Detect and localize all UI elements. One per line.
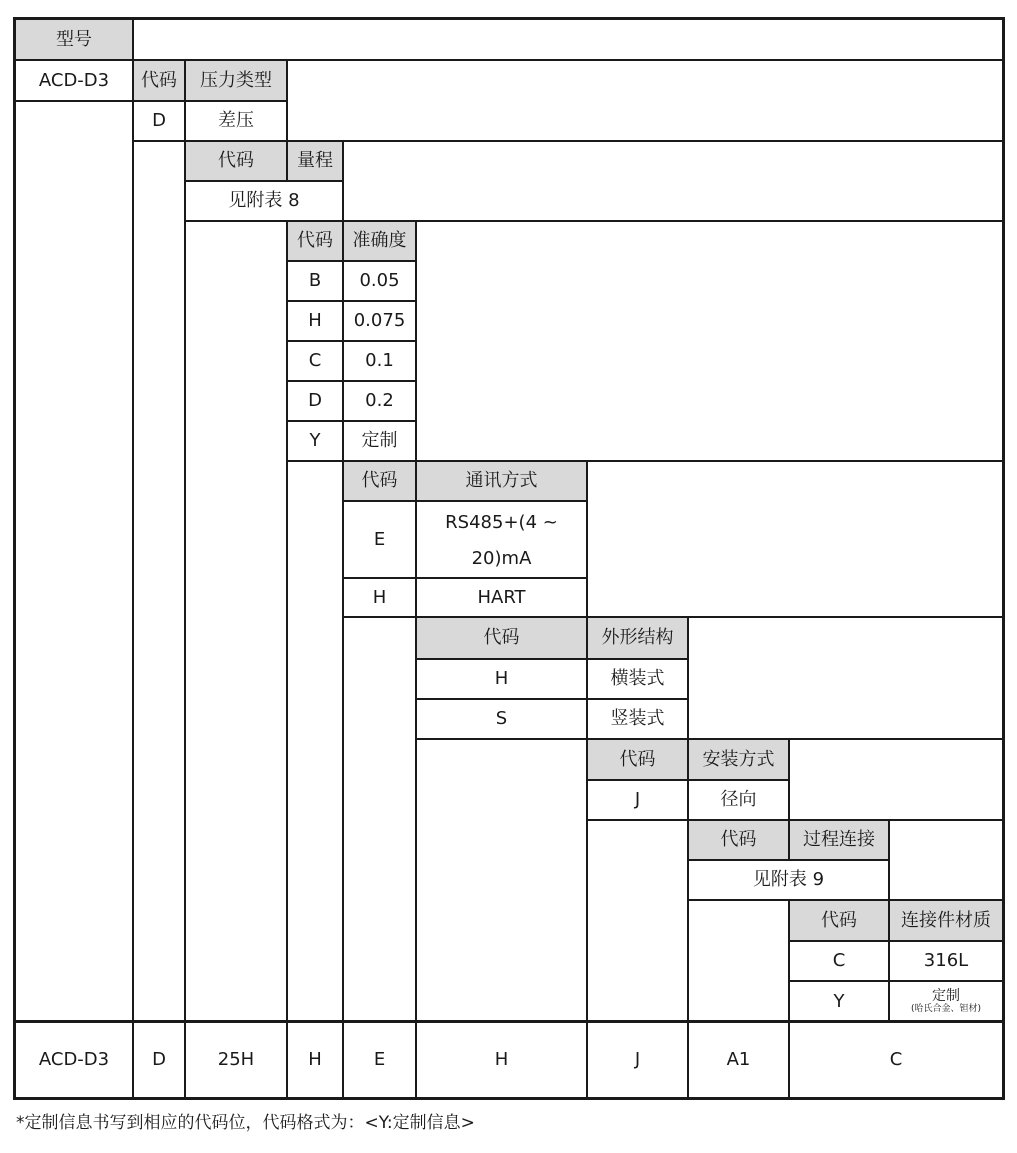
material-code-header: 代码 — [790, 901, 888, 940]
connection-header: 过程连接 — [790, 821, 888, 859]
grid-line — [415, 658, 689, 660]
example-range: 25H — [217, 1049, 255, 1071]
range-code-header: 代码 — [186, 142, 286, 180]
grid-line — [286, 380, 415, 382]
comm-code-e: E — [373, 528, 386, 550]
example-mounting: J — [634, 1049, 641, 1071]
mounting-value-radial: 径向 — [720, 789, 757, 811]
grid-line — [342, 577, 586, 579]
grid-line — [286, 220, 288, 1100]
pressure-value-diff: 差压 — [218, 110, 254, 132]
shape-code-header: 代码 — [417, 618, 586, 658]
accuracy-value-y: 定制 — [361, 430, 398, 452]
grid-line — [13, 1020, 1005, 1023]
grid-line — [286, 300, 415, 302]
grid-line — [788, 899, 790, 1100]
model-code: ACD-D3 — [38, 69, 110, 91]
accuracy-code-b: B — [308, 270, 322, 292]
pressure-type-header: 压力类型 — [186, 61, 286, 100]
comm-value-e — [417, 502, 586, 577]
connection-note: 见附表 9 — [752, 869, 825, 891]
material-code-y: Y — [833, 990, 845, 1012]
material-header: 连接件材质 — [890, 901, 1002, 940]
pressure-code-header: 代码 — [134, 61, 184, 100]
grid-line — [788, 980, 1005, 982]
grid-line — [788, 738, 790, 861]
accuracy-header: 准确度 — [344, 222, 415, 260]
shape-header: 外形结构 — [588, 618, 687, 658]
accuracy-code-h: H — [308, 310, 322, 332]
grid-line — [184, 140, 186, 1100]
grid-line — [342, 140, 344, 222]
grid-line — [687, 616, 689, 1100]
example-model: ACD-D3 — [38, 1049, 110, 1071]
material-value-custom-main: 定制 — [932, 988, 960, 1005]
pressure-code-d: D — [152, 110, 166, 132]
accuracy-value-c: 0.1 — [365, 350, 394, 372]
grid-line — [132, 140, 1005, 142]
grid-line — [286, 260, 415, 262]
example-accuracy: H — [308, 1049, 322, 1071]
footnote: *定制信息书写到相应的代码位，代码格式为：<Y:定制信息> — [16, 1113, 475, 1133]
grid-line — [13, 59, 1005, 61]
accuracy-code-header: 代码 — [288, 222, 342, 260]
shape-code-h: H — [494, 668, 509, 690]
example-material: C — [889, 1049, 903, 1071]
grid-line — [286, 460, 1005, 462]
comm-code-header: 代码 — [344, 462, 415, 500]
grid-line — [342, 500, 586, 502]
grid-line — [286, 59, 288, 142]
material-value-custom-sub: (哈氏合金、钽材) — [910, 1004, 982, 1015]
comm-value-e-line2: 20)mA — [471, 547, 532, 569]
grid-line — [415, 220, 417, 1100]
comm-code-h: H — [372, 586, 387, 608]
mounting-code-header: 代码 — [588, 740, 687, 779]
shape-value-vertical: 竖装式 — [610, 708, 665, 730]
grid-line — [286, 140, 288, 182]
accuracy-value-h: 0.075 — [353, 310, 406, 332]
material-value-316l: 316L — [923, 950, 969, 972]
example-shape: H — [494, 1049, 509, 1071]
shape-value-horizontal: 横装式 — [610, 668, 665, 690]
comm-header: 通讯方式 — [417, 462, 586, 500]
example-connection: A1 — [726, 1049, 751, 1071]
example-communication: E — [373, 1049, 386, 1071]
accuracy-value-b: 0.05 — [359, 270, 400, 292]
shape-code-s: S — [495, 708, 508, 730]
grid-line — [286, 420, 415, 422]
grid-line — [342, 220, 344, 1100]
accuracy-code-c: C — [308, 350, 322, 372]
grid-line — [132, 17, 134, 1100]
accuracy-code-y: Y — [309, 430, 321, 452]
mounting-code-j: J — [634, 789, 641, 811]
accuracy-value-d: 0.2 — [365, 390, 394, 412]
grid-line — [415, 698, 689, 700]
model-label: 型号 — [16, 20, 132, 59]
range-header: 量程 — [288, 142, 342, 180]
mounting-header: 安装方式 — [689, 740, 788, 779]
comm-value-hart: HART — [477, 586, 526, 608]
grid-line — [342, 616, 1005, 618]
range-note: 见附表 8 — [228, 190, 300, 212]
material-value-custom — [890, 982, 1002, 1021]
grid-line — [184, 180, 342, 182]
accuracy-code-d: D — [308, 390, 322, 412]
grid-line — [184, 59, 186, 142]
grid-line — [586, 460, 588, 1100]
grid-line — [415, 738, 1005, 740]
grid-line — [586, 819, 1005, 821]
material-code-c: C — [832, 950, 846, 972]
grid-line — [888, 819, 890, 1022]
grid-line — [286, 340, 415, 342]
grid-line — [13, 100, 286, 102]
grid-line — [184, 220, 1005, 222]
grid-line — [788, 940, 1005, 942]
example-pressure: D — [152, 1049, 166, 1071]
comm-value-e-line1: RS485+(4 ~ — [445, 511, 558, 533]
connection-code-header: 代码 — [689, 821, 788, 859]
grid-line — [687, 899, 1005, 901]
